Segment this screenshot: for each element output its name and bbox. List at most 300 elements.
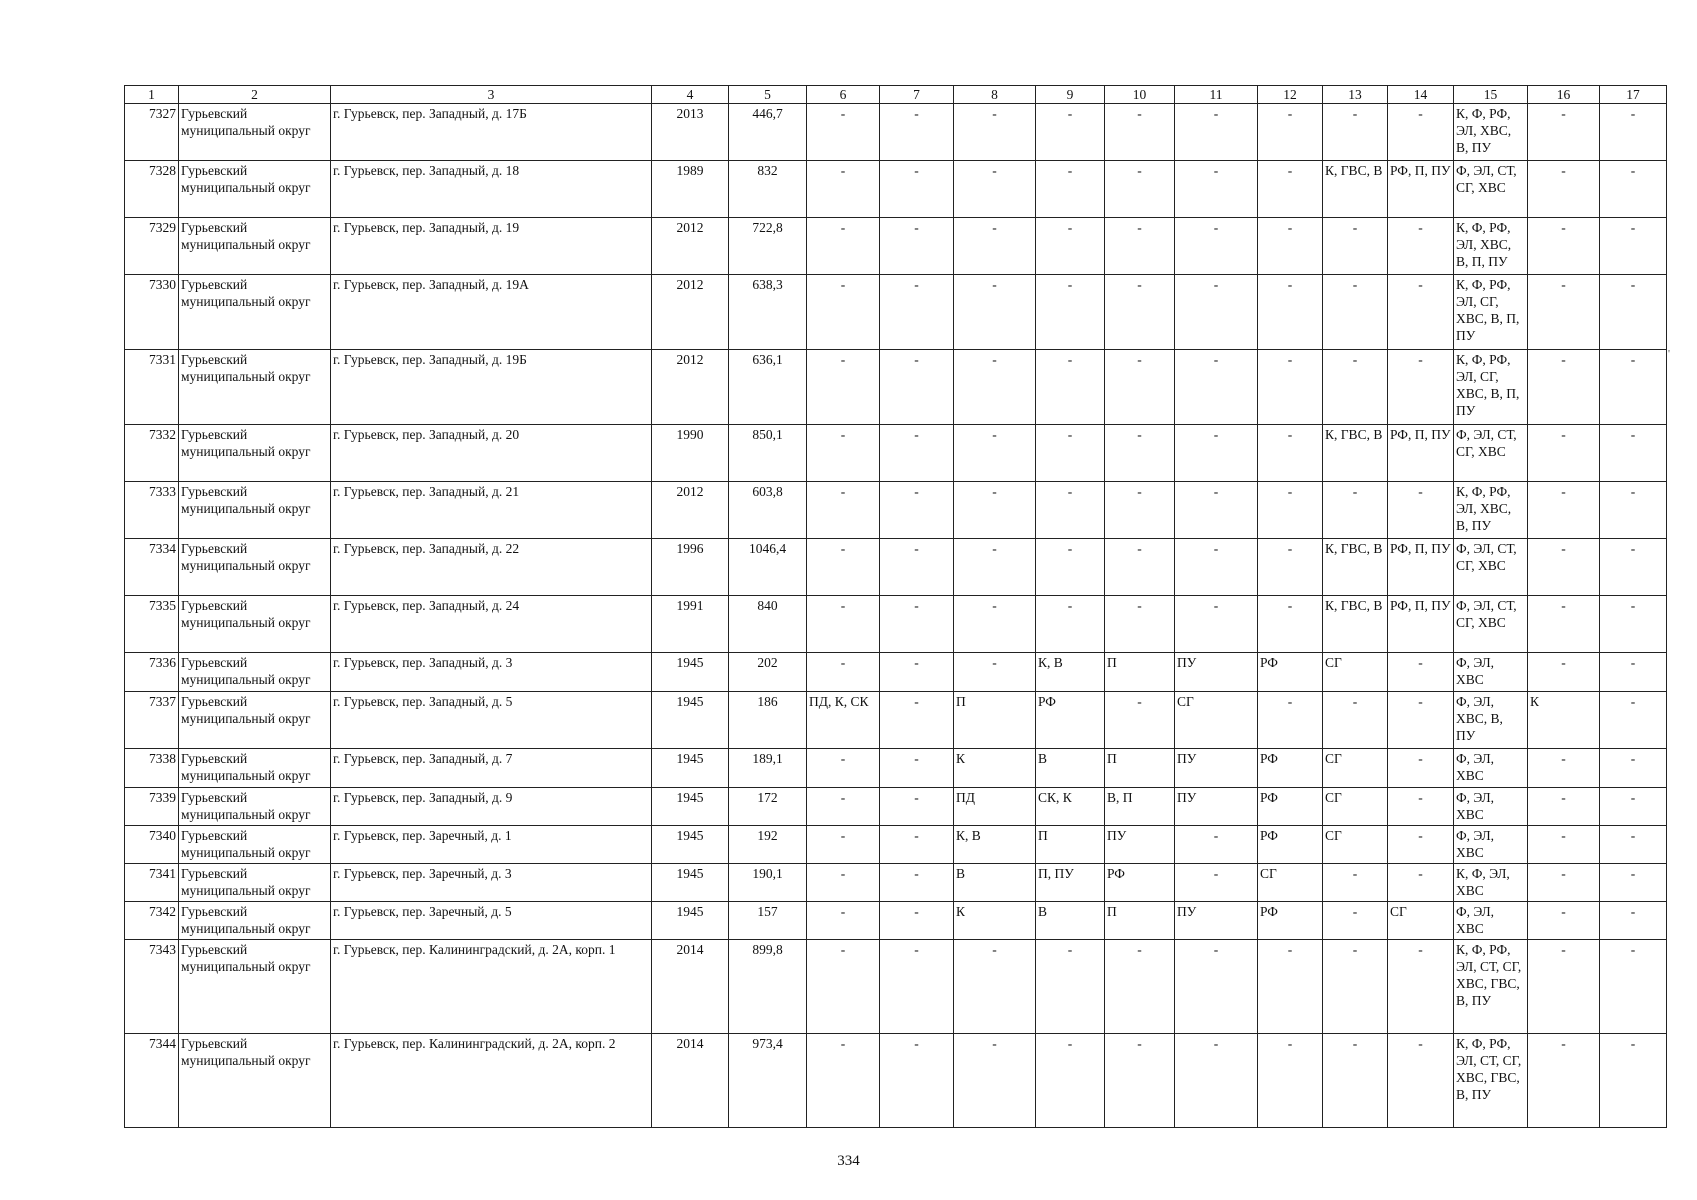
cell-col-9: СК, К <box>1036 788 1105 826</box>
cell-col-2: Гурьевский муниципальный округ <box>179 350 331 425</box>
cell-col-7: - <box>880 749 954 788</box>
cell-col-12: - <box>1258 940 1323 1034</box>
cell-col-2: Гурьевский муниципальный округ <box>179 104 331 161</box>
cell-col-3: г. Гурьевск, пер. Западный, д. 19Б <box>331 350 652 425</box>
cell-col-5: 189,1 <box>729 749 807 788</box>
cell-col-8: - <box>954 425 1036 482</box>
cell-col-14: - <box>1388 788 1454 826</box>
cell-col-16: - <box>1528 940 1600 1034</box>
cell-col-2: Гурьевский муниципальный округ <box>179 826 331 864</box>
cell-col-1: 7333 <box>125 482 179 539</box>
cell-col-10: - <box>1105 218 1175 275</box>
cell-col-16: - <box>1528 161 1600 218</box>
cell-col-11: ПУ <box>1175 749 1258 788</box>
cell-col-3: г. Гурьевск, пер. Западный, д. 22 <box>331 539 652 596</box>
cell-col-5: 157 <box>729 902 807 940</box>
cell-col-16: - <box>1528 482 1600 539</box>
cell-col-3: г. Гурьевск, пер. Западный, д. 24 <box>331 596 652 653</box>
cell-col-6: - <box>807 1034 880 1128</box>
cell-col-13: СГ <box>1323 826 1388 864</box>
cell-col-16: К <box>1528 692 1600 749</box>
cell-col-1: 7342 <box>125 902 179 940</box>
cell-col-12: - <box>1258 692 1323 749</box>
table-row <box>125 826 1667 864</box>
cell-col-6: - <box>807 596 880 653</box>
cell-col-13: - <box>1323 350 1388 425</box>
cell-col-3: г. Гурьевск, пер. Калининградский, д. 2А, корп. 1 <box>331 940 652 1034</box>
cell-col-9: В <box>1036 749 1105 788</box>
cell-col-8: - <box>954 275 1036 350</box>
cell-col-2: Гурьевский муниципальный округ <box>179 539 331 596</box>
cell-col-8: - <box>954 940 1036 1034</box>
cell-col-17: - <box>1600 104 1667 161</box>
cell-col-11: ПУ <box>1175 653 1258 692</box>
cell-col-5: 603,8 <box>729 482 807 539</box>
cell-col-12: РФ <box>1258 749 1323 788</box>
cell-col-10: - <box>1105 425 1175 482</box>
cell-col-9: - <box>1036 275 1105 350</box>
cell-col-12: - <box>1258 425 1323 482</box>
cell-col-14: РФ, П, ПУ <box>1388 425 1454 482</box>
cell-col-14: - <box>1388 350 1454 425</box>
cell-col-14: РФ, П, ПУ <box>1388 539 1454 596</box>
cell-col-9: - <box>1036 425 1105 482</box>
cell-col-12: - <box>1258 218 1323 275</box>
cell-col-9: РФ <box>1036 692 1105 749</box>
cell-col-17: - <box>1600 826 1667 864</box>
cell-col-6: - <box>807 864 880 902</box>
column-header-2: 2 <box>179 86 331 104</box>
cell-col-11: ПУ <box>1175 788 1258 826</box>
cell-col-3: г. Гурьевск, пер. Заречный, д. 3 <box>331 864 652 902</box>
cell-col-2: Гурьевский муниципальный округ <box>179 864 331 902</box>
cell-col-14: - <box>1388 275 1454 350</box>
cell-col-13: К, ГВС, В <box>1323 596 1388 653</box>
cell-col-14: РФ, П, ПУ <box>1388 161 1454 218</box>
cell-col-3: г. Гурьевск, пер. Западный, д. 18 <box>331 161 652 218</box>
cell-col-13: - <box>1323 940 1388 1034</box>
cell-col-2: Гурьевский муниципальный округ <box>179 596 331 653</box>
cell-col-11: - <box>1175 275 1258 350</box>
cell-col-1: 7329 <box>125 218 179 275</box>
cell-col-2: Гурьевский муниципальный округ <box>179 749 331 788</box>
cell-col-15: Ф, ЭЛ, ХВС <box>1454 902 1528 940</box>
cell-col-9: - <box>1036 596 1105 653</box>
cell-col-5: 202 <box>729 653 807 692</box>
cell-col-2: Гурьевский муниципальный округ <box>179 425 331 482</box>
cell-col-15: Ф, ЭЛ, СТ, СГ, ХВС <box>1454 161 1528 218</box>
cell-col-2: Гурьевский муниципальный округ <box>179 482 331 539</box>
cell-col-11: - <box>1175 596 1258 653</box>
cell-col-1: 7343 <box>125 940 179 1034</box>
cell-col-10: ПУ <box>1105 826 1175 864</box>
cell-col-8: - <box>954 350 1036 425</box>
table-row <box>125 539 1667 596</box>
cell-col-4: 1945 <box>652 788 729 826</box>
cell-col-9: - <box>1036 1034 1105 1128</box>
cell-col-17: - <box>1600 539 1667 596</box>
column-header-9: 9 <box>1036 86 1105 104</box>
cell-col-8: В <box>954 864 1036 902</box>
cell-col-3: г. Гурьевск, пер. Западный, д. 17Б <box>331 104 652 161</box>
cell-col-8: - <box>954 104 1036 161</box>
cell-col-6: - <box>807 161 880 218</box>
cell-col-16: - <box>1528 596 1600 653</box>
cell-col-17: - <box>1600 788 1667 826</box>
cell-col-12: - <box>1258 350 1323 425</box>
table-row <box>125 104 1667 161</box>
cell-col-8: - <box>954 1034 1036 1128</box>
cell-col-8: К <box>954 902 1036 940</box>
cell-col-12: СГ <box>1258 864 1323 902</box>
cell-col-17: - <box>1600 425 1667 482</box>
cell-col-5: 722,8 <box>729 218 807 275</box>
cell-col-11: - <box>1175 425 1258 482</box>
cell-col-17: - <box>1600 1034 1667 1128</box>
cell-col-16: - <box>1528 902 1600 940</box>
cell-col-15: Ф, ЭЛ, ХВС <box>1454 749 1528 788</box>
cell-col-15: Ф, ЭЛ, СТ, СГ, ХВС <box>1454 539 1528 596</box>
cell-col-4: 2012 <box>652 275 729 350</box>
cell-col-11: - <box>1175 940 1258 1034</box>
cell-col-10: - <box>1105 940 1175 1034</box>
cell-col-17: - <box>1600 653 1667 692</box>
cell-col-11: - <box>1175 350 1258 425</box>
cell-col-9: К, В <box>1036 653 1105 692</box>
cell-col-11: - <box>1175 482 1258 539</box>
cell-col-13: К, ГВС, В <box>1323 539 1388 596</box>
cell-col-13: - <box>1323 902 1388 940</box>
cell-col-14: - <box>1388 692 1454 749</box>
cell-col-17: - <box>1600 596 1667 653</box>
cell-col-7: - <box>880 539 954 596</box>
cell-col-1: 7338 <box>125 749 179 788</box>
cell-col-11: СГ <box>1175 692 1258 749</box>
cell-col-16: - <box>1528 104 1600 161</box>
cell-col-16: - <box>1528 275 1600 350</box>
cell-col-9: - <box>1036 218 1105 275</box>
column-header-6: 6 <box>807 86 880 104</box>
column-header-11: 11 <box>1175 86 1258 104</box>
cell-col-3: г. Гурьевск, пер. Западный, д. 19 <box>331 218 652 275</box>
cell-col-16: - <box>1528 749 1600 788</box>
cell-col-8: - <box>954 596 1036 653</box>
cell-col-9: В <box>1036 902 1105 940</box>
register-table <box>124 85 1667 1128</box>
cell-col-11: ПУ <box>1175 902 1258 940</box>
cell-col-9: - <box>1036 350 1105 425</box>
cell-col-15: К, Ф, РФ, ЭЛ, СТ, СГ, ХВС, ГВС, В, ПУ <box>1454 940 1528 1034</box>
cell-col-6: - <box>807 104 880 161</box>
cell-col-13: - <box>1323 864 1388 902</box>
cell-col-13: К, ГВС, В <box>1323 161 1388 218</box>
cell-col-12: - <box>1258 596 1323 653</box>
cell-col-6: - <box>807 425 880 482</box>
cell-col-11: - <box>1175 161 1258 218</box>
cell-col-14: РФ, П, ПУ <box>1388 596 1454 653</box>
cell-col-8: П <box>954 692 1036 749</box>
cell-col-12: РФ <box>1258 653 1323 692</box>
cell-col-10: П <box>1105 749 1175 788</box>
cell-col-1: 7344 <box>125 1034 179 1128</box>
cell-col-4: 1945 <box>652 749 729 788</box>
cell-col-13: СГ <box>1323 788 1388 826</box>
table-row <box>125 864 1667 902</box>
cell-col-3: г. Гурьевск, пер. Западный, д. 9 <box>331 788 652 826</box>
cell-col-15: Ф, ЭЛ, ХВС <box>1454 826 1528 864</box>
column-header-14: 14 <box>1388 86 1454 104</box>
cell-col-9: П, ПУ <box>1036 864 1105 902</box>
cell-col-8: - <box>954 539 1036 596</box>
cell-col-11: - <box>1175 864 1258 902</box>
cell-col-1: 7328 <box>125 161 179 218</box>
cell-col-10: - <box>1105 1034 1175 1128</box>
cell-col-4: 1945 <box>652 653 729 692</box>
cell-col-2: Гурьевский муниципальный округ <box>179 692 331 749</box>
cell-col-1: 7330 <box>125 275 179 350</box>
cell-col-14: - <box>1388 653 1454 692</box>
cell-col-7: - <box>880 161 954 218</box>
cell-col-3: г. Гурьевск, пер. Западный, д. 20 <box>331 425 652 482</box>
cell-col-3: г. Гурьевск, пер. Заречный, д. 1 <box>331 826 652 864</box>
cell-col-8: - <box>954 653 1036 692</box>
table-row <box>125 749 1667 788</box>
cell-col-10: - <box>1105 275 1175 350</box>
cell-col-1: 7335 <box>125 596 179 653</box>
cell-col-9: - <box>1036 940 1105 1034</box>
cell-col-6: - <box>807 940 880 1034</box>
cell-col-17: - <box>1600 902 1667 940</box>
table-row <box>125 596 1667 653</box>
cell-col-6: - <box>807 218 880 275</box>
cell-col-2: Гурьевский муниципальный округ <box>179 902 331 940</box>
column-header-17: 17 <box>1600 86 1667 104</box>
cell-col-11: - <box>1175 1034 1258 1128</box>
cell-col-3: г. Гурьевск, пер. Западный, д. 3 <box>331 653 652 692</box>
table-row <box>125 1034 1667 1128</box>
cell-col-7: - <box>880 788 954 826</box>
cell-col-12: - <box>1258 1034 1323 1128</box>
cell-col-2: Гурьевский муниципальный округ <box>179 788 331 826</box>
table-row <box>125 940 1667 1034</box>
cell-col-6: - <box>807 826 880 864</box>
cell-col-7: - <box>880 218 954 275</box>
cell-col-4: 2014 <box>652 1034 729 1128</box>
column-header-8: 8 <box>954 86 1036 104</box>
cell-col-6: - <box>807 275 880 350</box>
cell-col-15: Ф, ЭЛ, ХВС <box>1454 653 1528 692</box>
cell-col-10: РФ <box>1105 864 1175 902</box>
cell-col-4: 1945 <box>652 902 729 940</box>
cell-col-4: 1989 <box>652 161 729 218</box>
table-row <box>125 482 1667 539</box>
cell-col-2: Гурьевский муниципальный округ <box>179 1034 331 1128</box>
cell-col-15: К, Ф, РФ, ЭЛ, ХВС, В, ПУ <box>1454 482 1528 539</box>
cell-col-14: - <box>1388 749 1454 788</box>
column-header-1: 1 <box>125 86 179 104</box>
cell-col-6: - <box>807 788 880 826</box>
cell-col-13: СГ <box>1323 653 1388 692</box>
page-number: 334 <box>837 1153 860 1169</box>
cell-col-13: - <box>1323 104 1388 161</box>
cell-col-16: - <box>1528 864 1600 902</box>
cell-col-16: - <box>1528 425 1600 482</box>
cell-col-7: - <box>880 350 954 425</box>
cell-col-8: - <box>954 161 1036 218</box>
cell-col-10: - <box>1105 539 1175 596</box>
cell-col-17: - <box>1600 749 1667 788</box>
table-row <box>125 350 1667 425</box>
cell-col-1: 7331 <box>125 350 179 425</box>
cell-col-12: РФ <box>1258 788 1323 826</box>
cell-col-5: 186 <box>729 692 807 749</box>
cell-col-8: К, В <box>954 826 1036 864</box>
margin-mark: ' <box>1668 348 1670 360</box>
cell-col-6: ПД, К, СК <box>807 692 880 749</box>
cell-col-17: - <box>1600 161 1667 218</box>
column-header-12: 12 <box>1258 86 1323 104</box>
cell-col-1: 7327 <box>125 104 179 161</box>
cell-col-15: Ф, ЭЛ, ХВС, В, ПУ <box>1454 692 1528 749</box>
cell-col-15: К, Ф, РФ, ЭЛ, СГ, ХВС, В, П, ПУ <box>1454 275 1528 350</box>
cell-col-5: 190,1 <box>729 864 807 902</box>
cell-col-7: - <box>880 692 954 749</box>
table-row <box>125 653 1667 692</box>
cell-col-9: - <box>1036 482 1105 539</box>
cell-col-3: г. Гурьевск, пер. Калининградский, д. 2А, корп. 2 <box>331 1034 652 1128</box>
cell-col-5: 636,1 <box>729 350 807 425</box>
cell-col-7: - <box>880 425 954 482</box>
cell-col-8: ПД <box>954 788 1036 826</box>
table-body <box>125 104 1667 1128</box>
cell-col-15: К, Ф, ЭЛ, ХВС <box>1454 864 1528 902</box>
cell-col-6: - <box>807 653 880 692</box>
cell-col-14: - <box>1388 218 1454 275</box>
cell-col-15: Ф, ЭЛ, СТ, СГ, ХВС <box>1454 425 1528 482</box>
cell-col-3: г. Гурьевск, пер. Западный, д. 5 <box>331 692 652 749</box>
cell-col-3: г. Гурьевск, пер. Западный, д. 21 <box>331 482 652 539</box>
cell-col-12: - <box>1258 161 1323 218</box>
table-row <box>125 902 1667 940</box>
cell-col-7: - <box>880 596 954 653</box>
column-header-4: 4 <box>652 86 729 104</box>
cell-col-17: - <box>1600 940 1667 1034</box>
column-header-3: 3 <box>331 86 652 104</box>
cell-col-8: - <box>954 482 1036 539</box>
cell-col-4: 1990 <box>652 425 729 482</box>
cell-col-17: - <box>1600 275 1667 350</box>
cell-col-17: - <box>1600 692 1667 749</box>
cell-col-6: - <box>807 902 880 940</box>
cell-col-16: - <box>1528 218 1600 275</box>
cell-col-7: - <box>880 275 954 350</box>
cell-col-13: К, ГВС, В <box>1323 425 1388 482</box>
cell-col-15: Ф, ЭЛ, ХВС <box>1454 788 1528 826</box>
cell-col-15: К, Ф, РФ, ЭЛ, ХВС, В, ПУ <box>1454 104 1528 161</box>
cell-col-14: - <box>1388 864 1454 902</box>
cell-col-14: - <box>1388 482 1454 539</box>
cell-col-7: - <box>880 104 954 161</box>
cell-col-1: 7339 <box>125 788 179 826</box>
cell-col-10: - <box>1105 596 1175 653</box>
cell-col-12: - <box>1258 275 1323 350</box>
cell-col-15: Ф, ЭЛ, СТ, СГ, ХВС <box>1454 596 1528 653</box>
cell-col-10: П <box>1105 902 1175 940</box>
cell-col-15: К, Ф, РФ, ЭЛ, СГ, ХВС, В, П, ПУ <box>1454 350 1528 425</box>
cell-col-1: 7340 <box>125 826 179 864</box>
cell-col-8: К <box>954 749 1036 788</box>
cell-col-10: - <box>1105 482 1175 539</box>
cell-col-10: - <box>1105 104 1175 161</box>
cell-col-5: 172 <box>729 788 807 826</box>
column-header-7: 7 <box>880 86 954 104</box>
cell-col-3: г. Гурьевск, пер. Заречный, д. 5 <box>331 902 652 940</box>
cell-col-7: - <box>880 1034 954 1128</box>
cell-col-12: РФ <box>1258 826 1323 864</box>
cell-col-1: 7337 <box>125 692 179 749</box>
cell-col-5: 446,7 <box>729 104 807 161</box>
cell-col-4: 1996 <box>652 539 729 596</box>
cell-col-16: - <box>1528 539 1600 596</box>
cell-col-1: 7334 <box>125 539 179 596</box>
cell-col-3: г. Гурьевск, пер. Западный, д. 19А <box>331 275 652 350</box>
cell-col-1: 7336 <box>125 653 179 692</box>
column-header-10: 10 <box>1105 86 1175 104</box>
cell-col-16: - <box>1528 350 1600 425</box>
cell-col-15: К, Ф, РФ, ЭЛ, ХВС, В, П, ПУ <box>1454 218 1528 275</box>
cell-col-4: 1945 <box>652 864 729 902</box>
cell-col-11: - <box>1175 539 1258 596</box>
cell-col-10: - <box>1105 692 1175 749</box>
table-row <box>125 218 1667 275</box>
cell-col-17: - <box>1600 482 1667 539</box>
cell-col-7: - <box>880 482 954 539</box>
cell-col-15: К, Ф, РФ, ЭЛ, СТ, СГ, ХВС, ГВС, В, ПУ <box>1454 1034 1528 1128</box>
cell-col-13: - <box>1323 218 1388 275</box>
cell-col-5: 1046,4 <box>729 539 807 596</box>
cell-col-5: 850,1 <box>729 425 807 482</box>
table-row <box>125 275 1667 350</box>
cell-col-5: 638,3 <box>729 275 807 350</box>
cell-col-9: П <box>1036 826 1105 864</box>
cell-col-10: В, П <box>1105 788 1175 826</box>
column-number-row <box>125 86 1667 104</box>
cell-col-1: 7341 <box>125 864 179 902</box>
cell-col-9: - <box>1036 539 1105 596</box>
cell-col-4: 2012 <box>652 218 729 275</box>
cell-col-12: - <box>1258 482 1323 539</box>
cell-col-6: - <box>807 350 880 425</box>
cell-col-3: г. Гурьевск, пер. Западный, д. 7 <box>331 749 652 788</box>
table-row <box>125 788 1667 826</box>
cell-col-9: - <box>1036 161 1105 218</box>
cell-col-7: - <box>880 902 954 940</box>
table-row <box>125 161 1667 218</box>
cell-col-5: 973,4 <box>729 1034 807 1128</box>
column-header-15: 15 <box>1454 86 1528 104</box>
cell-col-2: Гурьевский муниципальный округ <box>179 161 331 218</box>
cell-col-1: 7332 <box>125 425 179 482</box>
cell-col-10: - <box>1105 350 1175 425</box>
cell-col-12: - <box>1258 539 1323 596</box>
cell-col-4: 2012 <box>652 482 729 539</box>
cell-col-10: - <box>1105 161 1175 218</box>
cell-col-2: Гурьевский муниципальный округ <box>179 940 331 1034</box>
column-header-16: 16 <box>1528 86 1600 104</box>
cell-col-7: - <box>880 940 954 1034</box>
cell-col-7: - <box>880 653 954 692</box>
cell-col-11: - <box>1175 218 1258 275</box>
